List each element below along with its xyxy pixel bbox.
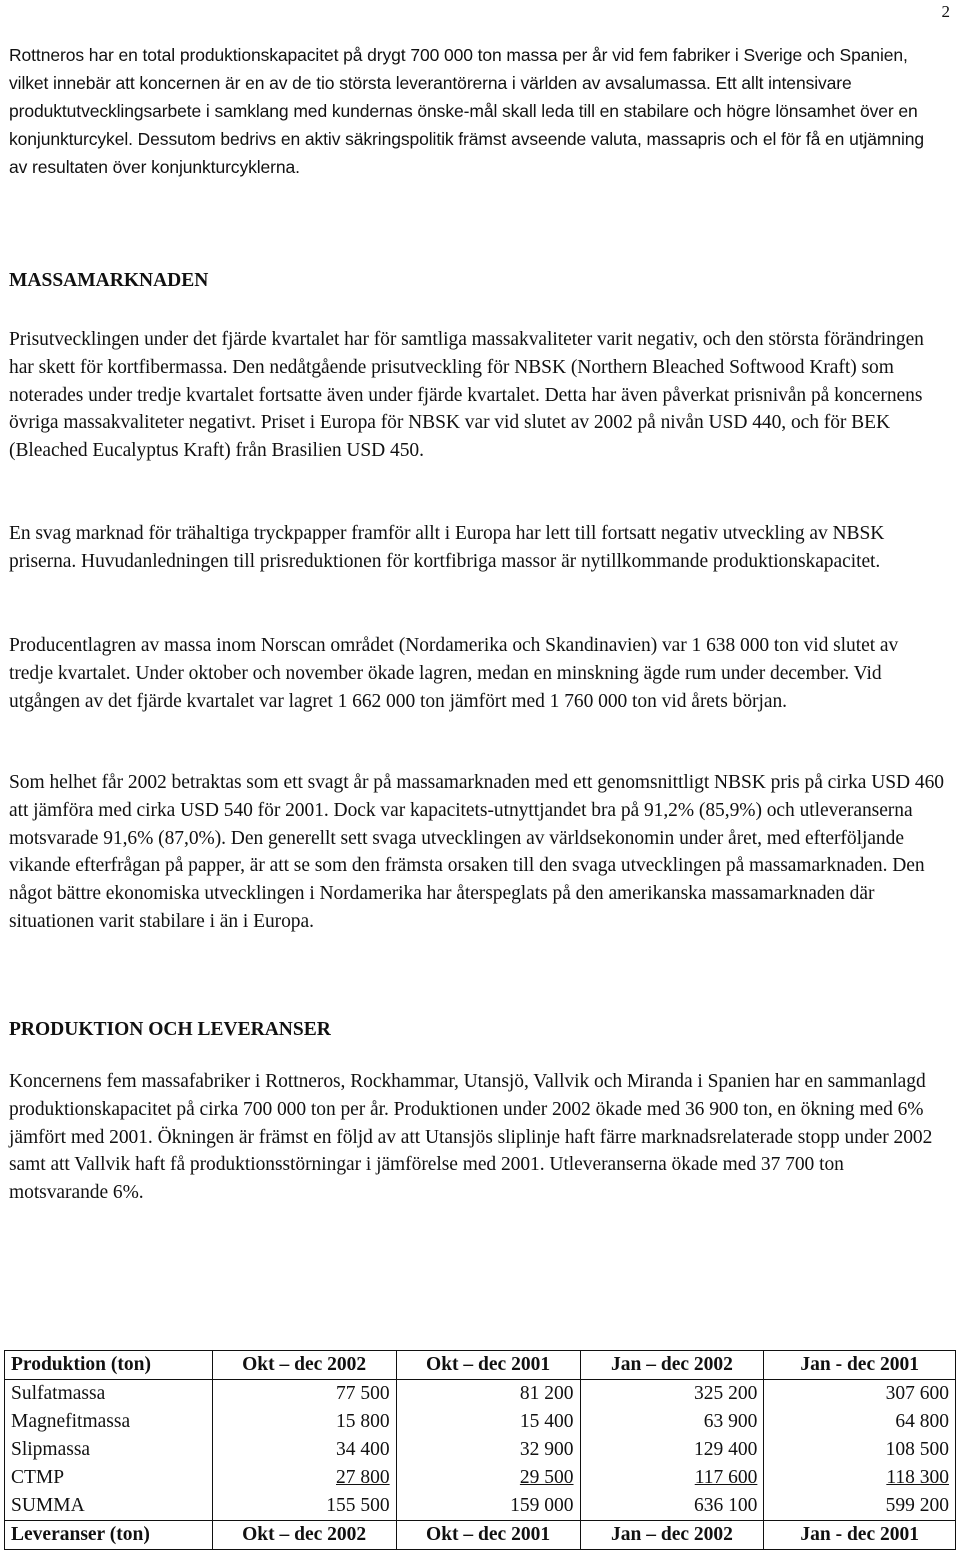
- table-header-cell: Jan - dec 2001: [764, 1351, 956, 1380]
- table-cell-value: 29 500: [519, 1467, 574, 1488]
- table-cell: SUMMA: [5, 1492, 213, 1521]
- production-table: [4, 1350, 956, 1550]
- table-cell-value: 117 600: [694, 1467, 758, 1488]
- table-cell: 15 400: [396, 1408, 580, 1436]
- table-cell: [396, 1464, 580, 1492]
- table-header-cell: Jan – dec 2002: [580, 1351, 764, 1380]
- table-footer-cell: Jan – dec 2002: [580, 1521, 764, 1550]
- table-cell: [212, 1464, 396, 1492]
- table-cell: 636 100: [580, 1492, 764, 1521]
- table-footer-row: [5, 1521, 956, 1550]
- table-row: [5, 1436, 956, 1464]
- section-heading-massamarknaden: MASSAMARKNADEN: [9, 270, 209, 291]
- table-cell: 155 500: [212, 1492, 396, 1521]
- table-cell: 325 200: [580, 1380, 764, 1409]
- table-row: [5, 1408, 956, 1436]
- table-cell: 129 400: [580, 1436, 764, 1464]
- table-footer-cell: Leveranser (ton): [5, 1521, 213, 1550]
- table-cell-value: 118 300: [886, 1467, 949, 1488]
- massamarknaden-paragraph-2: En svag marknad för trähaltiga tryckpapper framför allt i Europa har lett till fortsatt negativ utveckling av NBSK priserna. Huvudanledningen till prisreduktionen för kortfibriga massor är nytillkommande produktionskapacitet.: [9, 523, 885, 572]
- table-cell: 599 200: [764, 1492, 956, 1521]
- table-footer-cell: Okt – dec 2001: [396, 1521, 580, 1550]
- table-cell: 32 900: [396, 1436, 580, 1464]
- table-row: [5, 1380, 956, 1409]
- table-cell: Slipmassa: [5, 1436, 213, 1464]
- table-footer-cell: Okt – dec 2002: [212, 1521, 396, 1550]
- produktion-paragraph: Koncernens fem massafabriker i Rottneros, Rockhammar, Utansjö, Vallvik och Miranda i Spanien har en sammanlagd produktionskapacitet på cirka 700 000 ton per år. Produktionen under 2002 ökade med 36 900 ton, en ökning med 6% jämfört med 2001. Ökningen är främst en följd av att Utansjös sliplinje haft färre marknadsrelaterade stopp under 2002 samt att Vallvik haft få produktionsstörningar i jämförelse med 2001. Utleveranserna ökade med 37 700 ton motsvarande 6%.: [9, 1071, 933, 1204]
- table-header-row: [5, 1351, 956, 1380]
- table-row: [5, 1464, 956, 1492]
- table-cell: 77 500: [212, 1380, 396, 1409]
- table-cell: 81 200: [396, 1380, 580, 1409]
- massamarknaden-paragraph-4: Som helhet får 2002 betraktas som ett svagt år på massamarknaden med ett genomsnittligt NBSK pris på cirka USD 460 att jämföra med cirka USD 540 för 2001. Dock var kapacitets-utnyttjandet bra på 91,2% (85,9%) och utleveranserna motsvarade 91,6% (87,0%). Den generellt sett svaga utvecklingen av världsekonomin under året, med efterföljande vikande efterfrågan på papper, är att se som den främsta orsaken till den svaga utvecklingen på massamarknaden. Den något bättre ekonomiska utvecklingen i Nordamerika har återspeglats på den amerikanska massamarknaden där situationen varit stabilare i än i Europa.: [9, 772, 944, 932]
- page-number: 2: [941, 2, 950, 21]
- table-cell: 108 500: [764, 1436, 956, 1464]
- table-cell: 34 400: [212, 1436, 396, 1464]
- table-cell: 63 900: [580, 1408, 764, 1436]
- table-cell: Magnefitmassa: [5, 1408, 213, 1436]
- massamarknaden-paragraph-3: Producentlagren av massa inom Norscan området (Nordamerika och Skandinavien) var 1 638 000 ton vid slutet av tredje kvartalet. Under oktober och november ökade lagren, medan en minskning ägde rum under december. Vid utgången av det fjärde kvartalet var lagret 1 662 000 ton jämfört med 1 760 000 ton vid årets början.: [9, 635, 899, 712]
- intro-paragraph: Rottneros har en total produktionskapacitet på drygt 700 000 ton massa per år vid fem fabriker i Sverige och Spanien, vilket innebär att koncernen är en av de tio största leverantörerna i världen av avsalumassa. Ett allt intensivare produktutvecklingsarbete i samklang med kundernas önske-mål skall leda till en stabilare och högre lönsamhet över en konjunkturcykel. Dessutom bedrivs en aktiv säkringspolitik främst avseende valuta, massapris och el för få en utjämning av resultaten över konjunkturcyklerna.: [9, 45, 925, 177]
- table-cell: 15 800: [212, 1408, 396, 1436]
- table-cell-value: 27 800: [336, 1467, 390, 1488]
- table-cell: 64 800: [764, 1408, 956, 1436]
- table-footer-cell: Jan - dec 2001: [764, 1521, 956, 1550]
- table-cell: 307 600: [764, 1380, 956, 1409]
- table-header-cell: Okt – dec 2001: [396, 1351, 580, 1380]
- massamarknaden-paragraph-1: Prisutvecklingen under det fjärde kvartalet har för samtliga massakvaliteter varit negativ, och den största förändringen har skett för kortfibermassa. Den nedåtgående prisutveckling för NBSK (Northern Bleached Softwood Kraft) som noterades under tredje kvartalet fortsatte även under fjärde kvartalet. Detta har även påverkat prisnivån på koncernens övriga massakvaliteter negativt. Priset i Europa för NBSK var vid slutet av 2002 på nivån USD 440, och för BEK (Bleached Eucalyptus Kraft) från Brasilien USD 450.: [9, 329, 924, 462]
- table-row-summa: [5, 1492, 956, 1521]
- section-heading-produktion: PRODUKTION OCH LEVERANSER: [9, 1019, 331, 1040]
- table-header-cell: Okt – dec 2002: [212, 1351, 396, 1380]
- table-cell: [580, 1464, 764, 1492]
- table-header-cell: Produktion (ton): [5, 1351, 213, 1380]
- table-cell: [764, 1464, 956, 1492]
- table-cell: CTMP: [5, 1464, 213, 1492]
- table-cell: 159 000: [396, 1492, 580, 1521]
- table-cell: Sulfatmassa: [5, 1380, 213, 1409]
